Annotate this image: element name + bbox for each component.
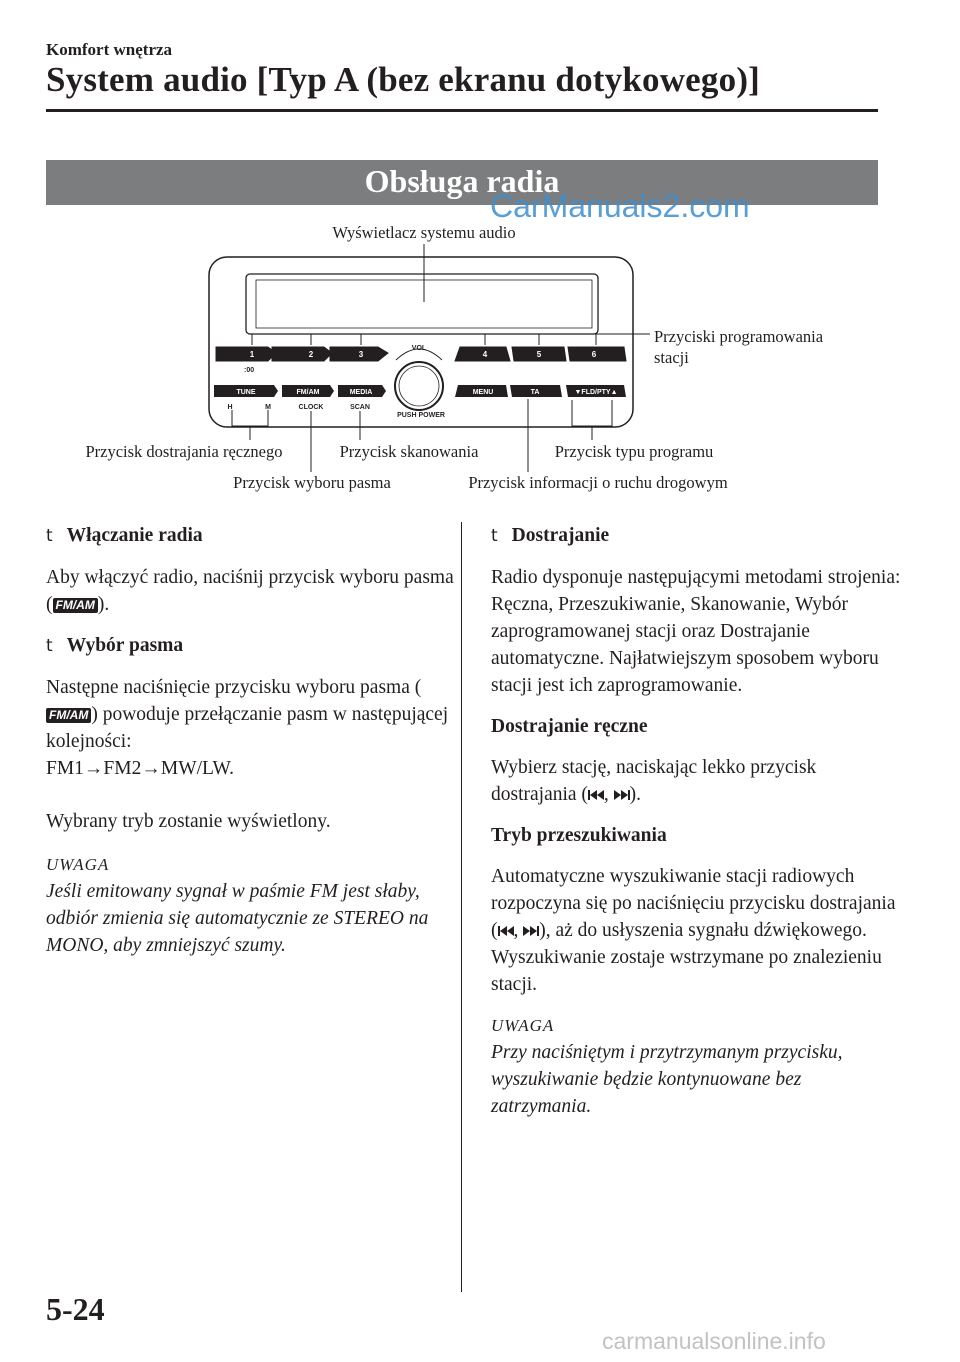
note-text-right: Przy naciśniętym i przytrzymanym przycisku, wyszukiwanie będzie kontynuowane bez zatrzymania. [491, 1042, 843, 1117]
paragraph-mode-displayed: Wybrany tryb zostanie wyświetlony. [46, 811, 331, 832]
paragraph-tuning: Radio dysponuje następującymi metodami strojenia: Ręczna, Przeszukiwanie, Skanowanie, Wybór zaprogramowanej stacji oraz Dostrajanie automatyczne. Najłatwiejszym sposobem wyboru stacji jest ich zaprogramowanie. [491, 567, 901, 696]
heading-tuning-text: Dostrajanie [511, 525, 610, 546]
callout-presets-line1: Przyciski programowania [654, 327, 824, 346]
bullet-glyph: t [491, 526, 498, 546]
subheading-seek-mode: Tryb przeszukiwania [491, 825, 667, 846]
text-fragment: , [513, 920, 519, 941]
tune-button-label: TUNE [236, 389, 256, 396]
section-label: Komfort wnętrza [46, 40, 173, 59]
skip-forward-icon [523, 924, 539, 938]
heading-band-select-text: Wybór pasma [66, 635, 184, 656]
push-power-label: PUSH POWER [397, 412, 445, 419]
preset-3-label: 3 [358, 350, 364, 359]
fm-am-button-label: FM/AM [296, 389, 320, 396]
callout-scan: Przycisk skanowania [339, 442, 479, 461]
fld-pty-button-label: ▼FLD/PTY▲ [574, 389, 618, 396]
heading-radio-on [46, 522, 458, 550]
preset-5-label: 5 [536, 350, 542, 359]
paragraph-band-select [46, 674, 458, 755]
title-divider [46, 109, 878, 112]
display-frame [246, 274, 598, 334]
left-column [46, 522, 458, 959]
heading-tuning [491, 522, 903, 550]
media-button-label: MEDIA [349, 389, 373, 396]
paragraph-seek-mode [491, 863, 903, 998]
callout-traffic: Przycisk informacji o ruchu drogowym [468, 473, 728, 492]
text-fragment: Aby włączyć radio, naciśnij przycisk wyboru pasma ( [46, 567, 454, 615]
banner-title: Obsługa radia [364, 163, 560, 199]
note-label-right: UWAGA [491, 1016, 555, 1035]
skip-forward-icon [614, 788, 630, 802]
scan-label: SCAN [350, 404, 370, 411]
skip-back-icon [498, 924, 514, 938]
ta-button-label: TA [530, 389, 540, 396]
audio-unit-diagram [0, 210, 960, 500]
vol-label: VOL [411, 345, 427, 352]
fm-am-badge: FM/AM [53, 598, 98, 613]
text-fragment: ) powoduje przełączanie pasm w następującej kolejności: [46, 704, 449, 752]
band-sequence: FM1→FM2→MW/LW. [46, 758, 234, 779]
subheading-manual-tuning: Dostrajanie ręczne [491, 716, 648, 737]
menu-button-label: MENU [472, 389, 494, 396]
section-banner [46, 160, 878, 205]
fm-am-badge: FM/AM [46, 708, 91, 723]
m-label: M [265, 404, 271, 411]
preset-2-label: 2 [308, 350, 314, 359]
callout-display: Wyświetlacz systemu audio [332, 223, 516, 242]
text-fragment: ). [97, 594, 110, 615]
heading-radio-on-text: Włączanie radia [66, 525, 203, 546]
volume-knob [395, 362, 443, 410]
callout-tune: Przycisk dostrajania ręcznego [85, 442, 283, 461]
column-divider [461, 522, 462, 1292]
text-fragment: Wybierz stację, naciskając lekko przycisk dostrajania ( [491, 757, 817, 805]
bullet-glyph: t [46, 526, 53, 546]
paragraph-radio-on [46, 564, 458, 618]
heading-band-select [46, 632, 458, 660]
callout-pty: Przycisk typu programu [554, 442, 714, 461]
callout-presets-line2: stacji [654, 348, 689, 367]
watermark-top: CarManuals2.com [490, 188, 750, 224]
clock-label: CLOCK [298, 404, 324, 411]
right-column [491, 522, 903, 1120]
preset-1-label: 1 [249, 350, 255, 359]
page-title: System audio [Typ A (bez ekranu dotykowego)] [46, 60, 761, 99]
callout-band: Przycisk wyboru pasma [233, 473, 391, 492]
page-number: 5-24 [46, 1291, 105, 1327]
preset-4-label: 4 [482, 350, 488, 359]
paragraph-manual-tuning [491, 754, 903, 808]
watermark-bottom: carmanualsonline.info [602, 1328, 826, 1354]
bullet-glyph: t [46, 636, 53, 656]
text-fragment: Następne naciśnięcie przycisku wyboru pasma ( [46, 677, 422, 698]
skip-back-icon [588, 788, 604, 802]
note-label-left: UWAGA [46, 855, 110, 874]
preset-6-label: 6 [591, 350, 597, 359]
clock-sub-label: :00 [244, 367, 255, 374]
h-label: H [227, 404, 233, 411]
text-fragment: ). [629, 784, 642, 805]
text-fragment: Automatyczne wyszukiwanie stacji radiowych rozpoczyna się po naciśnięciu przycisku dostrajania ( [491, 866, 896, 941]
text-fragment: ), aż do usłyszenia sygnału dźwiękowego. Wyszukiwanie zostaje wstrzymane po znalezieniu stacji. [491, 920, 882, 995]
note-text-left: Jeśli emitowany sygnał w paśmie FM jest słaby, odbiór zmienia się automatycznie ze STEREO na MONO, aby zmniejszyć szumy. [46, 881, 429, 956]
text-fragment: , [603, 784, 609, 805]
